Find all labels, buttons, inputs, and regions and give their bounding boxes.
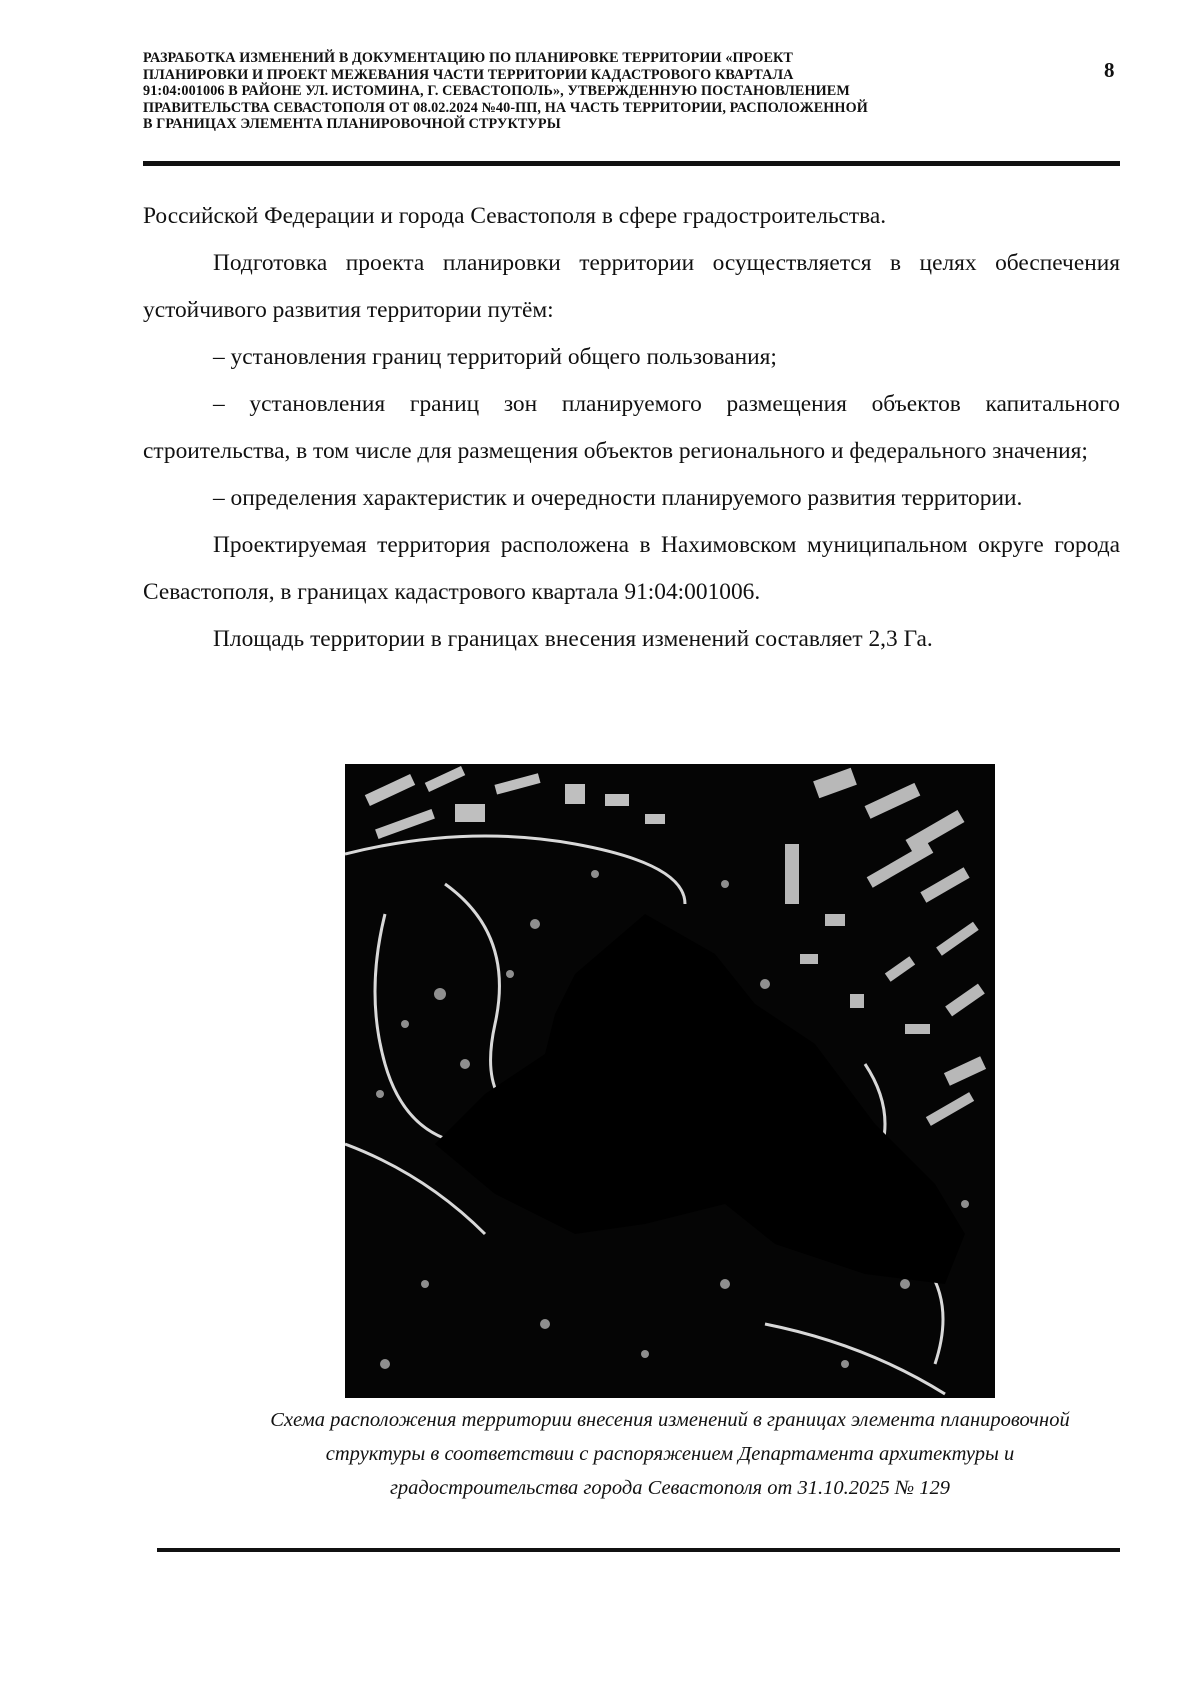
header-line: ПЛАНИРОВКИ И ПРОЕКТ МЕЖЕВАНИЯ ЧАСТИ ТЕРРИТОРИИ КАДАСТРОВОГО КВАРТАЛА bbox=[143, 66, 794, 83]
figure-caption bbox=[200, 1403, 1140, 1505]
caption-line: градостроительства города Севастополя от 31.10.2025 № 129 bbox=[389, 1477, 951, 1499]
list-item: – установления границ зон планируемого размещения объектов капитального строительства, в том числе для размещения объектов регионального и федерального значения; bbox=[143, 391, 1120, 464]
paragraph: Проектируемая территория расположена в Нахимовском муниципальном округе города Севастополя, в границах кадастрового квартала 91:04:001006. bbox=[143, 532, 1120, 605]
document-header bbox=[143, 50, 1063, 133]
header-line: 91:04:001006 В РАЙОНЕ УЛ. ИСТОМИНА, Г. СЕВАСТОПОЛЬ», УТВЕРЖДЕННУЮ ПОСТАНОВЛЕНИЕМ bbox=[143, 83, 850, 99]
list-item: – определения характеристик и очередности планируемого развития территории. bbox=[213, 485, 1023, 511]
header-line: ПРАВИТЕЛЬСТВА СЕВАСТОПОЛЯ ОТ 08.02.2024 №40-ПП, НА ЧАСТЬ ТЕРРИТОРИИ, РАСПОЛОЖЕННОЙ bbox=[143, 99, 868, 116]
aerial-map-image bbox=[345, 764, 995, 1398]
aerial-photo-schematic bbox=[345, 764, 995, 1398]
document-body bbox=[143, 193, 1120, 663]
header-divider bbox=[143, 161, 1120, 166]
page-number: 8 bbox=[1104, 58, 1115, 82]
paragraph: Подготовка проекта планировки территории осуществляется в целях обеспечения устойчивого развития территории путём: bbox=[143, 250, 1120, 323]
paragraph: Российской Федерации и города Севастополя в сфере градостроительства. bbox=[143, 203, 887, 229]
footer-divider bbox=[157, 1548, 1120, 1552]
paragraph: Площадь территории в границах внесения изменений составляет 2,3 Га. bbox=[213, 626, 933, 652]
caption-line: структуры в соответствии с распоряжением Департамента архитектуры и bbox=[325, 1443, 1015, 1465]
caption-line: Схема расположения территории внесения изменений в границах элемента планировочной bbox=[270, 1409, 1070, 1431]
header-line: РАЗРАБОТКА ИЗМЕНЕНИЙ В ДОКУМЕНТАЦИЮ ПО ПЛАНИРОВКЕ ТЕРРИТОРИИ «ПРОЕКТ bbox=[143, 50, 793, 66]
list-item: – установления границ территорий общего пользования; bbox=[213, 344, 777, 370]
header-line: В ГРАНИЦАХ ЭЛЕМЕНТА ПЛАНИРОВОЧНОЙ СТРУКТУРЫ bbox=[143, 116, 561, 132]
